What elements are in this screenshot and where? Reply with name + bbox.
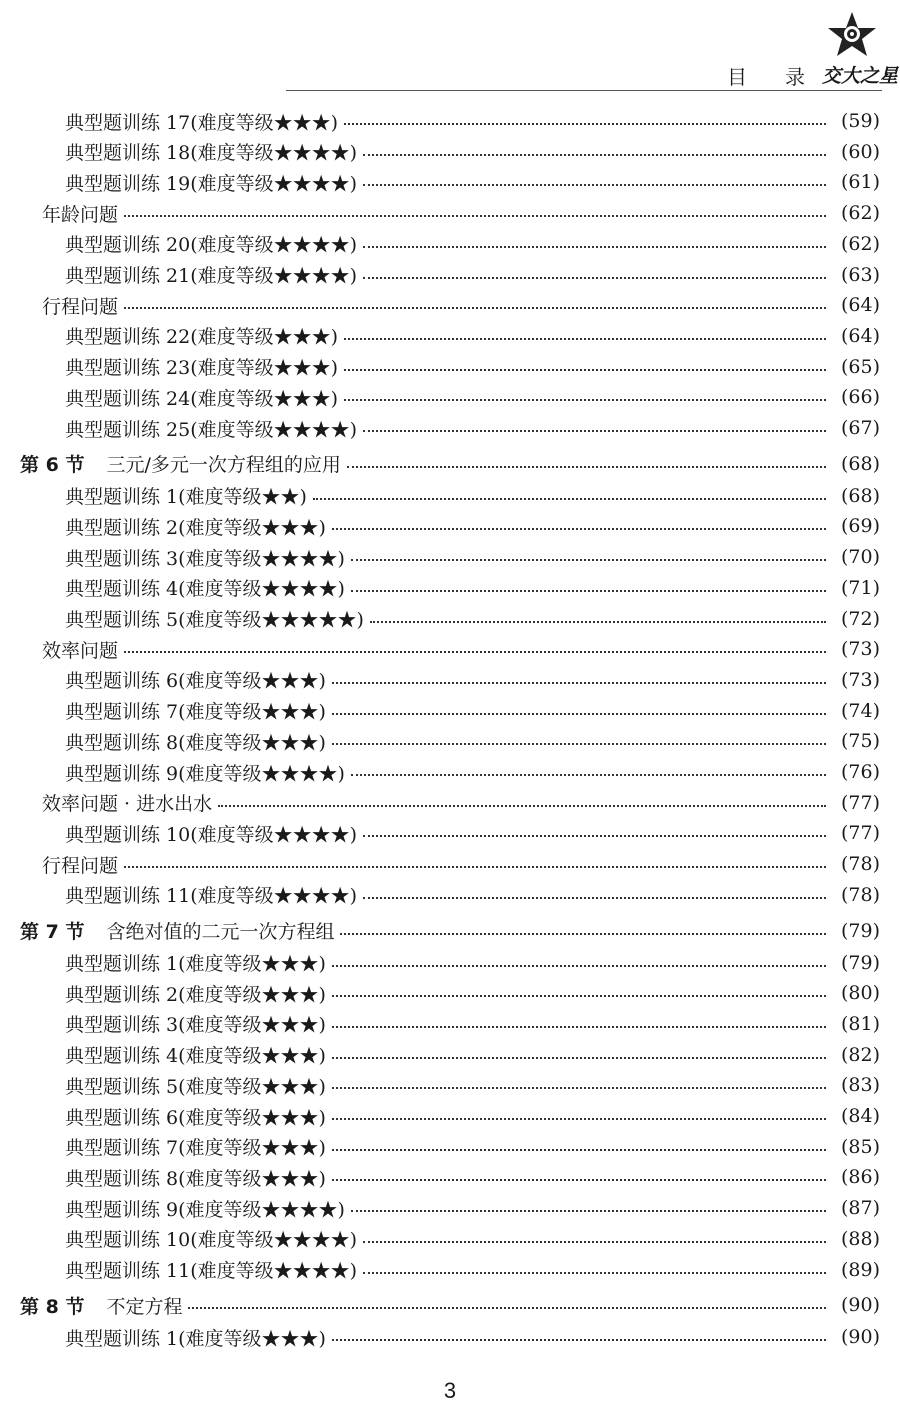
toc-entry-title: 典型题训练 1(难度等级★★★): [65, 953, 326, 975]
toc-leader-dots: [218, 805, 826, 807]
toc-exercise-row[interactable]: [0, 413, 900, 443]
toc-entry-title: 典型题训练 4(难度等级★★★): [65, 1045, 326, 1068]
toc-page-number: (62): [840, 232, 880, 255]
toc-leader-dots: [188, 1307, 826, 1309]
toc-entry-title: 典型题训练 9(难度等级★★★★): [65, 1198, 345, 1221]
toc-exercise-row[interactable]: [0, 757, 900, 787]
toc-exercise-row[interactable]: [0, 880, 900, 910]
toc-page-number: (72): [840, 607, 880, 630]
header-title-left: 目: [727, 65, 747, 89]
star-logo-icon: [822, 10, 882, 62]
toc-page-number: (90): [840, 1326, 880, 1349]
toc-leader-dots: [332, 713, 826, 715]
toc-section-number: 第 8 节: [20, 1295, 85, 1318]
toc-entry-title: 典型题训练 23(难度等级★★★): [65, 357, 339, 380]
toc-section-row[interactable]: [0, 916, 900, 946]
toc-section-title: 含绝对值的二元一次方程组: [106, 921, 335, 943]
toc-page-number: (69): [840, 515, 880, 538]
toc-leader-dots: [363, 1272, 826, 1274]
toc-page-number: (64): [840, 294, 880, 317]
toc-leader-dots: [363, 154, 826, 156]
toc-section-number: 第 6 节: [20, 454, 85, 477]
toc-leader-dots: [313, 498, 826, 500]
toc-topic-row[interactable]: [0, 788, 900, 818]
toc-page-number: (81): [840, 1012, 880, 1035]
toc-leader-dots: [332, 995, 826, 997]
toc-leader-dots: [363, 184, 826, 186]
toc-entry-title: 效率问题: [42, 639, 119, 662]
toc-entry-title: 典型题训练 8(难度等级★★★): [65, 731, 326, 754]
toc-entry-title: 典型题训练 18(难度等级★★★★): [65, 142, 358, 165]
toc-page-number: (68): [840, 452, 880, 475]
toc-exercise-row[interactable]: [0, 604, 900, 634]
toc-exercise-row[interactable]: [0, 511, 900, 541]
toc-entry-title: 典型题训练 17(难度等级★★★): [65, 111, 339, 134]
toc-exercise-row[interactable]: [0, 665, 900, 695]
toc-exercise-row[interactable]: [0, 726, 900, 756]
header-brand: 交大之星: [822, 65, 899, 87]
toc-entry-title: 典型题训练 8(难度等级★★★): [65, 1167, 326, 1190]
toc-leader-dots: [351, 1210, 826, 1212]
toc-leader-dots: [363, 430, 826, 432]
toc-exercise-row[interactable]: [0, 260, 900, 290]
toc-exercise-row[interactable]: [0, 1162, 900, 1192]
toc-page-number: (82): [840, 1043, 880, 1066]
toc-leader-dots: [332, 1087, 826, 1089]
toc-page-number: (65): [840, 355, 880, 378]
page-header: [0, 0, 900, 95]
toc-section-title: 三元/多元一次方程组的应用: [106, 454, 341, 477]
toc-leader-dots: [363, 277, 826, 279]
toc-leader-dots: [344, 123, 826, 125]
toc-exercise-row[interactable]: [0, 978, 900, 1008]
toc-leader-dots: [370, 621, 826, 623]
toc-page-number: (78): [840, 883, 880, 906]
toc-leader-dots: [344, 338, 826, 340]
toc-exercise-row[interactable]: [0, 573, 900, 603]
toc-page-number: (67): [840, 417, 880, 439]
toc-exercise-row[interactable]: [0, 1070, 900, 1100]
toc-page-number: (80): [840, 982, 880, 1005]
toc-entry-title: 典型题训练 1(难度等级★★): [65, 486, 307, 509]
toc-entry-title: 典型题训练 22(难度等级★★★): [65, 326, 339, 349]
toc-entry-title: 典型题训练 11(难度等级★★★★): [65, 1260, 358, 1282]
toc-page-number: (70): [840, 546, 880, 569]
toc-leader-dots: [332, 965, 826, 967]
toc-exercise-row[interactable]: [0, 106, 900, 136]
toc-entry-title: [0, 1292, 188, 1319]
page-number: 3: [443, 1378, 457, 1403]
toc-exercise-row[interactable]: [0, 1040, 900, 1070]
toc-entry-title: 行程问题: [42, 854, 119, 877]
toc-leader-dots: [124, 215, 826, 217]
toc-entry-title: 典型题训练 3(难度等级★★★★): [65, 547, 345, 570]
toc-leader-dots: [332, 1179, 826, 1181]
toc-page-number: (79): [840, 919, 880, 942]
toc-entry-title: [0, 450, 347, 477]
toc-exercise-row[interactable]: [0, 948, 900, 978]
toc-entry-title: 典型题训练 20(难度等级★★★★): [65, 234, 358, 257]
toc-page-number: (88): [840, 1227, 880, 1250]
toc-page-number: (76): [840, 761, 880, 783]
header-rule: [286, 90, 882, 91]
toc-page-number: (83): [840, 1074, 880, 1097]
toc-leader-dots: [347, 466, 826, 468]
toc-entry-title: 典型题训练 5(难度等级★★★★★): [65, 609, 364, 631]
toc-exercise-row[interactable]: [0, 137, 900, 167]
toc-topic-row[interactable]: [0, 849, 900, 879]
toc-topic-row[interactable]: [0, 634, 900, 664]
toc-page-number: (66): [840, 386, 880, 409]
toc-exercise-row[interactable]: [0, 1224, 900, 1254]
toc-page-number: (84): [840, 1105, 880, 1127]
toc-page-number: (78): [840, 853, 880, 876]
toc-leader-dots: [124, 651, 826, 653]
toc-leader-dots: [332, 1118, 826, 1120]
toc-entry-title: 典型题训练 21(难度等级★★★★): [65, 265, 358, 287]
toc-leader-dots: [332, 1026, 826, 1028]
toc-leader-dots: [332, 743, 826, 745]
toc-exercise-row[interactable]: [0, 167, 900, 197]
toc-leader-dots: [344, 369, 826, 371]
toc-exercise-row[interactable]: [0, 696, 900, 726]
toc-entry-title: 典型题训练 19(难度等级★★★★): [65, 172, 358, 195]
toc-leader-dots: [332, 1149, 826, 1151]
toc-page-number: (62): [840, 202, 880, 225]
toc-leader-dots: [332, 682, 826, 684]
toc-entry-title: 典型题训练 7(难度等级★★★): [65, 1137, 326, 1160]
header-title-right: 录: [785, 65, 805, 89]
toc-page-number: (77): [840, 791, 880, 814]
toc-leader-dots: [363, 835, 826, 837]
toc-entry-title: 典型题训练 3(难度等级★★★): [65, 1014, 326, 1037]
toc-exercise-row[interactable]: [0, 229, 900, 259]
toc-exercise-row[interactable]: [0, 1101, 900, 1131]
toc-exercise-row[interactable]: [0, 321, 900, 351]
toc-leader-dots: [340, 933, 826, 935]
toc-page-number: (75): [840, 730, 880, 753]
toc-page-number: (73): [840, 638, 880, 661]
toc-exercise-row[interactable]: [0, 1322, 900, 1352]
toc-exercise-row[interactable]: [0, 352, 900, 382]
toc-entry-title: 典型题训练 2(难度等级★★★): [65, 516, 326, 539]
toc-page-number: (59): [840, 110, 880, 132]
toc-exercise-row[interactable]: [0, 1132, 900, 1162]
toc-entry-title: 典型题训练 2(难度等级★★★): [65, 983, 326, 1006]
toc-exercise-row[interactable]: [0, 481, 900, 511]
toc-leader-dots: [332, 1057, 826, 1059]
toc-entry-title: 效率问题 · 进水出水: [42, 793, 213, 816]
toc-entry-title: 典型题训练 6(难度等级★★★): [65, 670, 326, 693]
toc-leader-dots: [363, 897, 826, 899]
toc-page-number: (90): [840, 1294, 880, 1317]
toc-exercise-row[interactable]: [0, 1255, 900, 1285]
toc-entry-title: 行程问题: [42, 295, 119, 318]
toc-entry-title: [0, 917, 340, 944]
toc-entry-title: 典型题训练 25(难度等级★★★★): [65, 418, 358, 441]
toc-page-number: (60): [840, 140, 880, 163]
toc-topic-row[interactable]: [0, 290, 900, 320]
toc-page-number: (61): [840, 171, 880, 194]
toc-leader-dots: [344, 399, 826, 401]
toc-page-number: (74): [840, 699, 880, 722]
toc-page-number: (77): [840, 822, 880, 845]
toc-section-row[interactable]: [0, 1290, 900, 1320]
toc-entry-title: 典型题训练 10(难度等级★★★★): [65, 1229, 358, 1252]
toc-leader-dots: [351, 559, 826, 561]
toc-leader-dots: [332, 528, 826, 530]
header-title: [727, 61, 805, 90]
toc-page-number: (87): [840, 1197, 880, 1220]
toc-exercise-row[interactable]: [0, 818, 900, 848]
toc-entry-title: 典型题训练 9(难度等级★★★★): [65, 762, 345, 785]
toc-exercise-row[interactable]: [0, 382, 900, 412]
toc-leader-dots: [124, 307, 826, 309]
toc-leader-dots: [363, 246, 826, 248]
toc-section-row[interactable]: [0, 449, 900, 479]
toc-section-title: 不定方程: [106, 1295, 183, 1318]
toc-page-number: (79): [840, 951, 880, 974]
toc-page-number: (63): [840, 263, 880, 286]
toc-exercise-row[interactable]: [0, 1193, 900, 1223]
toc-entry-title: 典型题训练 5(难度等级★★★): [65, 1075, 326, 1098]
toc-page-number: (68): [840, 484, 880, 507]
toc-leader-dots: [332, 1339, 826, 1341]
toc-page-number: (86): [840, 1166, 880, 1189]
toc-page-number: (73): [840, 668, 880, 691]
toc-page-number: (89): [840, 1258, 880, 1281]
toc-leader-dots: [351, 774, 826, 776]
toc-entry-title: 典型题训练 7(难度等级★★★): [65, 701, 326, 724]
toc-leader-dots: [124, 866, 826, 868]
toc-entry-title: 典型题训练 10(难度等级★★★★): [65, 823, 358, 846]
toc-entry-title: 典型题训练 24(难度等级★★★): [65, 387, 339, 410]
toc-leader-dots: [363, 1241, 826, 1243]
toc-entry-title: 典型题训练 6(难度等级★★★): [65, 1106, 326, 1129]
toc-entry-title: 典型题训练 1(难度等级★★★): [65, 1327, 326, 1350]
toc-section-number: 第 7 节: [20, 921, 85, 943]
toc-topic-row[interactable]: [0, 198, 900, 228]
toc-entry-title: 典型题训练 11(难度等级★★★★): [65, 885, 358, 908]
toc-page-number: (71): [840, 576, 880, 599]
toc-exercise-row[interactable]: [0, 542, 900, 572]
toc-page-number: (64): [840, 324, 880, 347]
toc-exercise-row[interactable]: [0, 1009, 900, 1039]
toc-page-number: (85): [840, 1135, 880, 1158]
toc-entry-title: 年龄问题: [42, 203, 119, 226]
toc-entry-title: 典型题训练 4(难度等级★★★★): [65, 578, 345, 601]
toc-leader-dots: [351, 590, 826, 592]
